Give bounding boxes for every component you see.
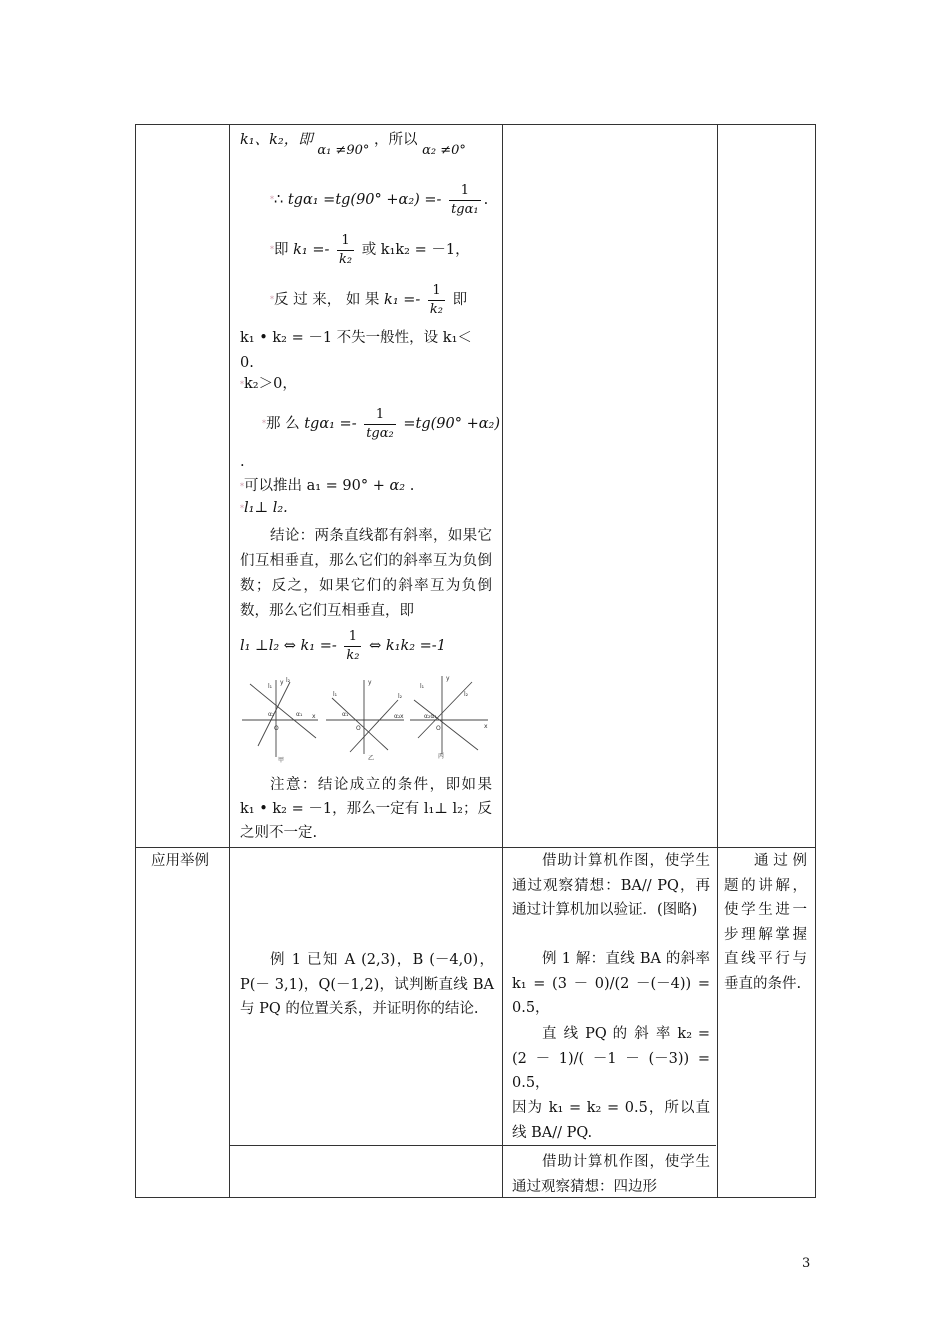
svg-text:α₂: α₂ bbox=[268, 711, 275, 718]
derivation-line-5: k₁ • k₂ = －1 不失一般性，设 k₁＜ bbox=[240, 330, 472, 346]
derivation-line-7: *k₂＞0， bbox=[240, 376, 297, 392]
teaching-activity: 借助计算机作图，使学生通过观察猜想：BA// PQ，再通过计算机加以验证．(图略) bbox=[512, 853, 710, 918]
note-paragraph: 注意：结论成立的条件，即如果 k₁ • k₂ = －1，那么一定有 l₁⊥ l₂；反之则不一定. bbox=[240, 777, 492, 841]
perpendicular-formula: l₁ ⊥l₂ ⇔ k₁ =- $\frac{1}{\text{k₂}}$ ⇔ k₁k₂ =-1 bbox=[240, 628, 446, 663]
derivation-line-6: 0. bbox=[240, 355, 254, 371]
derivation-line-11: *l₁⊥ l₂. bbox=[240, 500, 288, 516]
derivation-line-4: *反 过 来， 如 果 k₁ =- $\frac{1}{\text{k₂}}$ 即 bbox=[270, 282, 468, 317]
svg-text:y: y bbox=[446, 675, 450, 682]
svg-text:O: O bbox=[356, 725, 361, 732]
svg-text:α₁: α₁ bbox=[296, 711, 303, 718]
column-divider bbox=[229, 125, 230, 1197]
svg-text:O: O bbox=[436, 725, 441, 732]
svg-text:l₁: l₁ bbox=[333, 691, 338, 698]
svg-text:x: x bbox=[400, 713, 404, 720]
svg-text:l₂: l₂ bbox=[464, 691, 469, 698]
derivation-line-1: k₁、k₂，即 α₁ ≠90° ，所以 α₂ ≠0° bbox=[240, 132, 466, 158]
figure-label-yi: 乙 bbox=[368, 755, 375, 762]
row-divider bbox=[136, 847, 815, 848]
conclusion-paragraph: 结论：两条直线都有斜率，如果它们互相垂直，那么它们的斜率互为负倒数；反之，如果它们的斜率互为负倒数，那么它们互相垂直，即 bbox=[240, 528, 492, 619]
derivation-line-8: *那 么 tgα₁ =- $\frac{1}{\text{tgα₂}}$ =tg(90° +α₂) bbox=[262, 406, 500, 441]
solution-step-1: 例 1 解：直线 BA 的斜率 k₁ = (3 － 0)/(2 －(－4)) = 0.5， bbox=[512, 951, 710, 1016]
figure-label-bing: 丙 bbox=[438, 753, 445, 760]
line-l1 bbox=[414, 700, 478, 750]
teaching-activity-next: 借助计算机作图，使学生通过观察猜想：四边形 bbox=[512, 1154, 710, 1195]
svg-text:α₂α₁: α₂α₁ bbox=[424, 713, 437, 720]
svg-text:O: O bbox=[274, 725, 279, 732]
diagram-yi bbox=[326, 680, 404, 754]
svg-text:y: y bbox=[280, 679, 284, 686]
perpendicular-lines-figure bbox=[238, 672, 492, 764]
example-problem: 例 1 已知 A (2,3)，B (－4,0)，P(－ 3,1)，Q(－1,2)，试判断直线 BA 与 PQ 的位置关系，并证明你的结论. bbox=[240, 952, 494, 1017]
svg-text:l₂: l₂ bbox=[286, 677, 291, 684]
figure-label-jia: 甲 bbox=[278, 757, 285, 764]
svg-text:l₂: l₂ bbox=[398, 693, 403, 700]
row-divider bbox=[230, 1145, 716, 1146]
derivation-line-9: . bbox=[240, 454, 245, 470]
derivation-line-3: *即 k₁ =- $\frac{1}{\text{k₂}}$ 或 k₁k₂ = －1， bbox=[270, 232, 470, 267]
svg-text:l₁: l₁ bbox=[268, 683, 273, 690]
line-l2 bbox=[250, 684, 316, 738]
solution-step-3: 因为 k₁ = k₂ = 0.5，所以直线 BA// PQ. bbox=[512, 1100, 710, 1141]
teaching-purpose: 通过例题的讲解，使学生进一步理解掌握直线平行与垂直的条件. bbox=[724, 853, 807, 992]
svg-text:α₁: α₁ bbox=[342, 711, 349, 718]
svg-text:y: y bbox=[368, 679, 372, 686]
column-divider bbox=[717, 125, 718, 1197]
line-l1 bbox=[332, 698, 388, 750]
page-number: 3 bbox=[802, 1256, 811, 1271]
derivation-line-10: *可以推出 a₁ = 90° + α₂ . bbox=[240, 478, 415, 494]
column-divider bbox=[502, 125, 503, 1197]
solution-step-2: 直 线 PQ 的 斜 率 k₂ = (2 － 1)/( －1 － (－3)) = 0.5， bbox=[512, 1026, 710, 1091]
derivation-line-2: *∴ tgα₁ =tg(90° +α₂) =- $\frac{1}{\text{tgα₁}}$ . bbox=[270, 182, 489, 217]
diagram-jia bbox=[242, 680, 318, 757]
svg-text:l₁: l₁ bbox=[420, 683, 425, 690]
svg-text:α₂: α₂ bbox=[394, 713, 401, 720]
svg-text:x: x bbox=[312, 713, 316, 720]
section-label-application: 应用举例 bbox=[151, 853, 209, 869]
svg-text:x: x bbox=[484, 723, 488, 730]
